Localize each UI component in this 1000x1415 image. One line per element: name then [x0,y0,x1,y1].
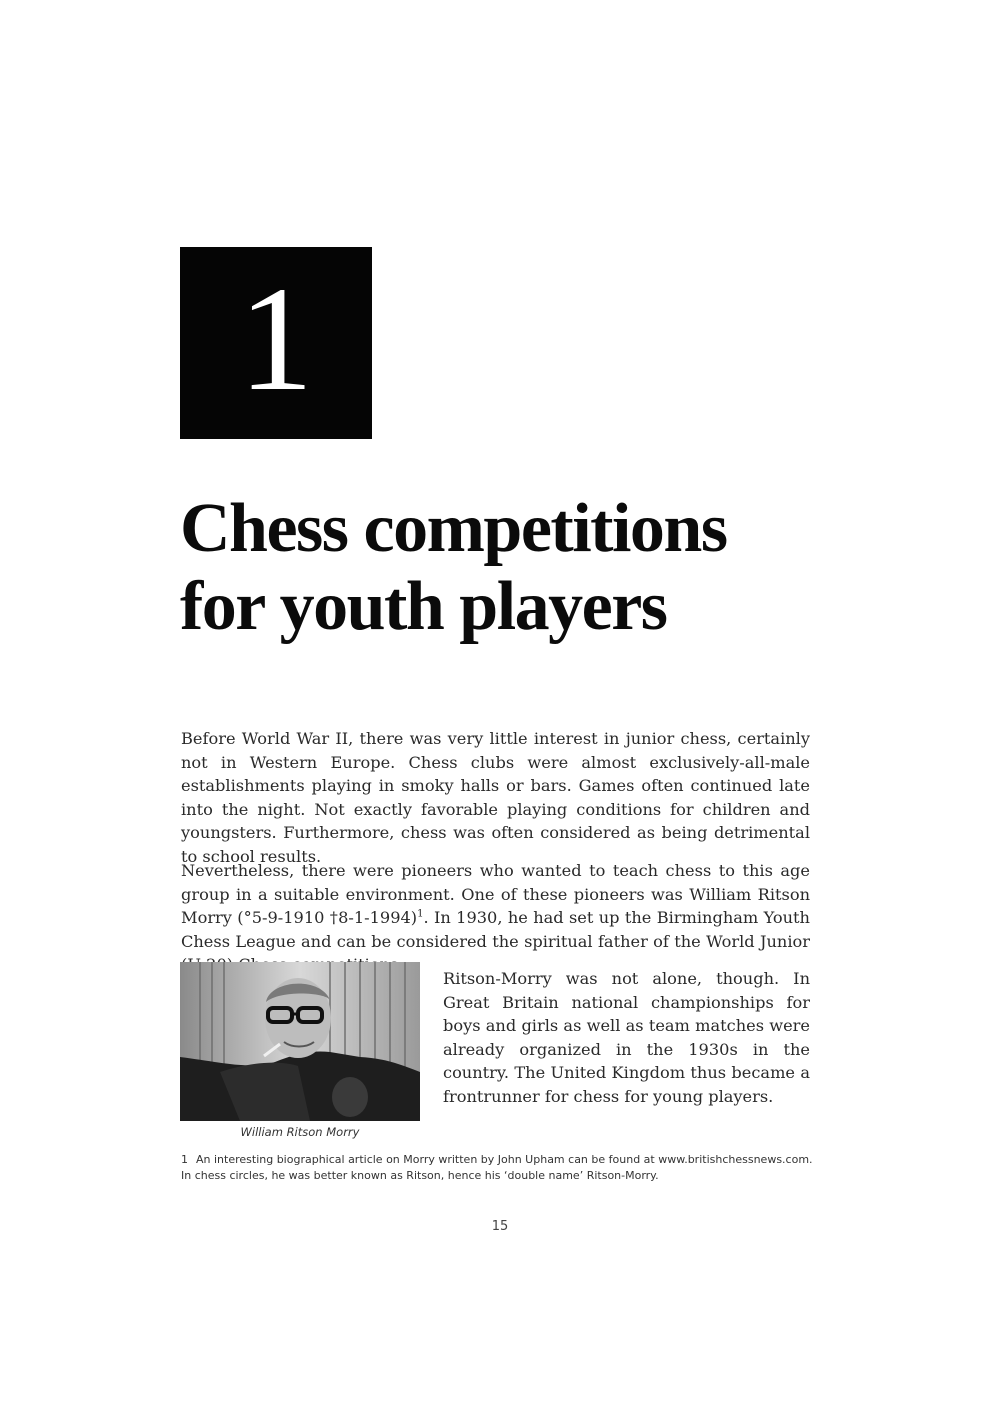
photo-caption: William Ritson Morry [240,1125,360,1139]
footnote-number: 1 [181,1153,188,1166]
chapter-title-line-1: Chess competitions [180,490,727,567]
portrait-photo-drawing [180,962,420,1121]
chapter-title-line-2: for youth players [180,568,667,645]
chapter-number: 1 [238,256,314,422]
chapter-number-box [180,247,372,439]
portrait-photo [180,962,420,1121]
chapter-title [180,490,820,646]
paragraph-2-text-end: . In 1930, he had set up the Birmingham Youth Chess League and can be considered the spiritual father of the World Junior [181,908,810,951]
paragraph-2-text-start: Nevertheless, there were pioneers who wanted to teach chess to this age group in a suitable environment. One of these pioneers was William Ritson Morry (°5-9-1910 †8-1-1994) [181,861,810,927]
page-number: 15 [491,1219,509,1234]
footnote-text: An interesting biographical article on Morry written by John Upham can be found at www.britishchessnews.com. In chess circles, he was better known as Ritson, hence his ‘double name’ Ritson-Morry. [181,1153,813,1182]
body-paragraph-2 [181,859,810,977]
body-paragraph-1: Before World War II, there was very little interest in junior chess, certainly not in Western Europe. Chess clubs were almost exclusively-all-male establishments playing in smoky halls or bars. Games often continued late into the night. Not exactly favorable playing conditions for children and youngsters. Furthermore, chess was often considered as being detrimental to school results. [181,729,810,866]
footnote [181,1152,821,1184]
body-paragraph-3: Ritson-Morry was not alone, though. In Great Britain national championships for boys and girls as well as team matches were already organized in the 1930s in the country. The United Kingdom thus became a frontrunner for chess for young players. [443,969,810,1106]
footnote-reference[interactable]: 1 [417,908,424,920]
